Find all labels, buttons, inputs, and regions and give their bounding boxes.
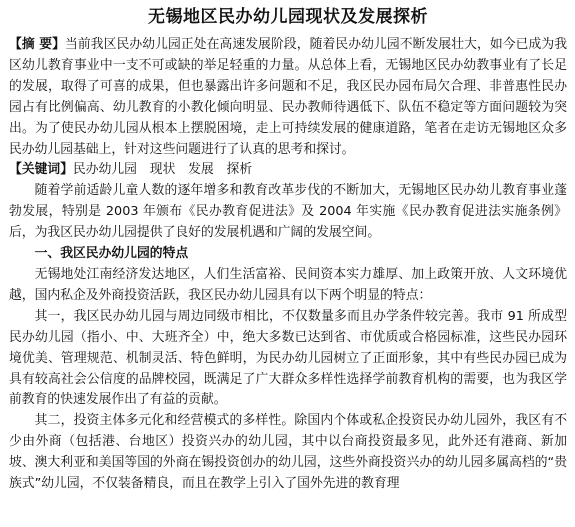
section-paragraph-2: 其一，我区民办幼儿园与周边同级市相比，不仅数量多而且办学条件较完善。我市 91 所成型民办幼儿园（指小、中、大班齐全）中，绝大多数已达到省、市优质或合格园标准，这些民办园环境优美、管理规范、机制灵活、特色鲜明，为民办幼儿园树立了正面形象，其中有些民办园已成为具有较高社会公信度的品牌校园，既满足了广大群众多样性选择学前教育机构的需要，也为我区学前教育的快速发展作出了有益的贡献。 [9,308,567,408]
article-title: 无锡地区民办幼儿园现状及发展探析 [148,7,428,27]
intro-paragraph: 随着学前适龄儿童人数的逐年增多和教育改革步伐的不断加大，无锡地区民办幼儿教育事业蓬勃发展，特别是 2003 年颁布《民办教育促进法》及 2004 年实施《民办教育促进法实施条例》后，为我区民办幼儿园提供了良好的发展机遇和广阔的发展空间。 [9,183,567,241]
section-paragraph-3: 其二，投资主体多元化和经营模式的多样性。除国内个体或私企投资民办幼儿园外，我区有不少由外商（包括港、台地区）投资兴办的幼儿园，其中以台商投资最多见，此外还有港商、新加坡、澳大利亚和美国等国的外商在锡投资创办的幼儿园，这些外商投资兴办的幼儿园多属高档的“贵族式”幼儿园，不仅装备精良，而且在教学上引入了国外先进的教育理 [9,413,567,492]
abstract-label: 【摘 要】 [9,37,66,52]
section-paragraph-1: 无锡地处江南经济发达地区，人们生活富裕、民间资本实力雄厚、加上政策开放、人文环境优越，国内私企及外商投资活跃，我区民办幼儿园具有以下两个明显的特点： [9,266,567,303]
section-heading: 一、我区民办幼儿园的特点 [34,246,189,262]
abstract-text: 当前我区民办幼儿园正处在高速发展阶段，随着民办幼儿园不断发展壮大，如今已成为我区幼儿教育事业中一支不可或缺的举足轻重的力量。从总体上看，无锡地区民办幼教事业有了长足的发展，取得了可喜的成果，但也暴露出许多问题和不足，我区民办园布局欠合理、非普惠性民办园占有比例偏高、幼儿教育的小教化倾向明显、民办教师待遇低下、队伍不稳定等方面问题较为突出。为了使民办幼儿园从根本上摆脱困境，走上可持续发展的健康道路，笔者在走访无锡地区众多民办幼儿园基础上，针对这些问题进行了认真的思考和探讨。 [9,37,567,157]
keywords-label: 【关键词】 [9,162,73,178]
keywords-text: 民办幼儿园 现状 发展 探析 [72,162,253,178]
keywords-paragraph [9,160,567,181]
abstract-paragraph [9,35,567,160]
